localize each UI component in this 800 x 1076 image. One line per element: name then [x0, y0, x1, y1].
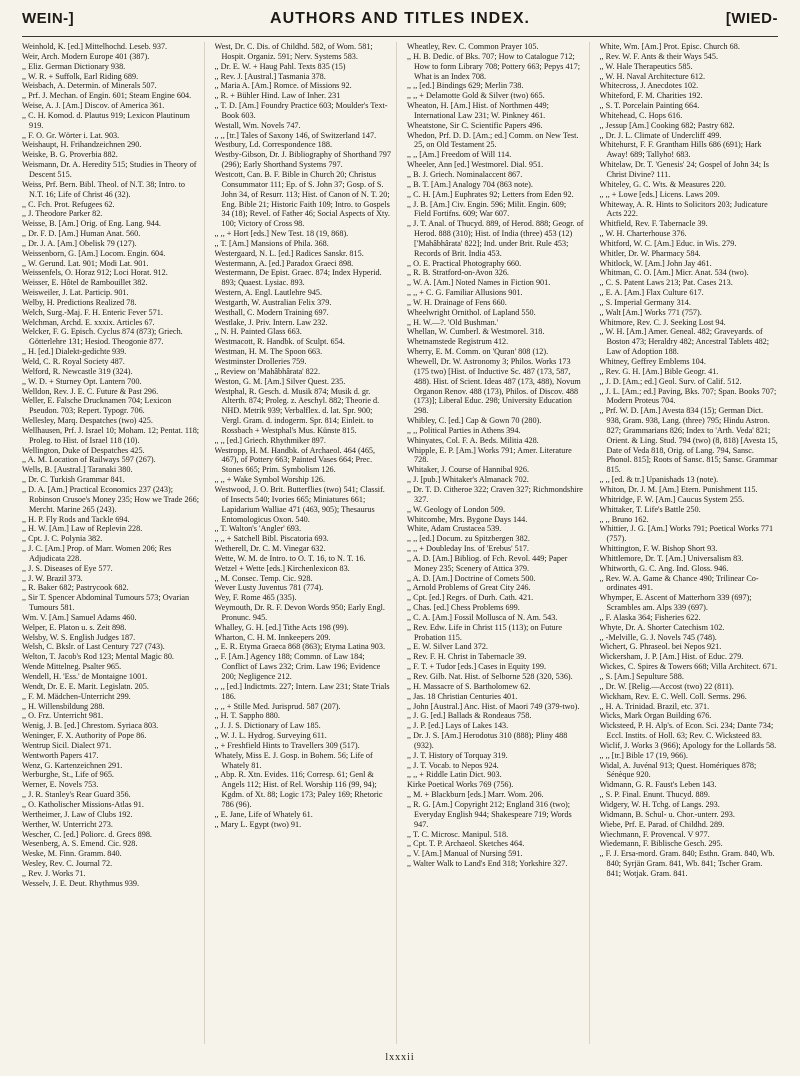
index-entry: ,, Walt [Am.] Works 771 (757).	[599, 307, 702, 317]
index-entry: ,, F. Alaska 364; Fisheries 622.	[599, 612, 701, 622]
index-entry: Wheaton, H. [Am.] Hist. of Northmen 449; International Law 231; W. Pinkney 461.	[407, 101, 549, 120]
index-column-1	[22, 42, 205, 1044]
index-entry: Westphal, R. Gesch. d. Musik 874; Musik d. gr. Alterth. 874; Proleg. z. Aeschyl. 882; Theorie d. NHD. Metrik 939; Verbalflex. d. lat. Spr. 900; Vergl. Gram. d. indogerm. Spr. 814; Einleit. to Rossbach + Westphal's Mus. Künste 815.	[214, 386, 380, 435]
index-entry: ,, J. [pub.] Whitaker's Almanack 702.	[407, 475, 529, 485]
index-entry: Wenig, J. B. [ed.] Chrestom. Syriaca 803.	[22, 721, 159, 731]
index-entry: Whitcombe, Mrs. Bygone Days 144.	[407, 514, 528, 524]
index-entry: ,, -Melville, G. J. Novels 745 (748).	[599, 632, 717, 642]
index-entry: ,, J. T. Vocab. to Nepos 924.	[407, 760, 499, 770]
index-entry: ,, Abp. R. Xtn. Evides. 116; Corresp. 61; Genl & Angels 112; Hist. of Rel. Worship 116 (99, 94); Kgdm. of Xt. 88; Logic 173; Paley 169; Rhetoric 786 (96).	[214, 770, 383, 809]
index-entry: Western, A. Engl. Lautlehre 945.	[214, 288, 323, 298]
index-entry: Whittier, J. G. [Am.] Works 791; Poetical Works 771 (757).	[599, 524, 774, 544]
index-entry: ,, Sir T. Spencer Abdominal Tumours 573; Ovarian Tumours 581.	[22, 593, 190, 613]
index-entry: Whately, Miss E. J. Gosp. in Bohem. 56; Life of Whately 81.	[214, 750, 373, 770]
index-entry: Whibley, C. [ed.] Cap & Gown 70 (280).	[407, 416, 542, 426]
index-entry: Wendell, H. 'Ess.' de Montaigne 1001.	[22, 672, 148, 681]
index-entry: Wells, B. [Austral.] Taranaki 380.	[22, 465, 133, 475]
index-entry: Weiss, Prf. Bern. Bibl. Theol. of N.T. 38; Intro. to N.T. 16; Life of Christ 46 (32).	[22, 179, 185, 199]
index-entry: ,, Cpt. J. C. Polynia 382.	[22, 534, 103, 544]
index-entry: Wendt, Dr. E. E. Marit. Legislatn. 205.	[22, 681, 149, 691]
index-entry: Westall, Wm. Novels 747.	[214, 120, 301, 130]
index-entry: Weymouth, Dr. R. F. Devon Words 950; Early Engl. Pronunc. 945.	[214, 603, 385, 622]
index-entry: Whitfield, Rev. F. Tabernacle 39.	[599, 219, 708, 229]
index-entry: Wesselv, J. E. Deut. Rhythmus 939.	[22, 878, 140, 888]
index-entry: Welsby, W. S. English Judges 187.	[22, 632, 136, 642]
index-entry: ,, ,, + Riddle Latin Dict. 903.	[407, 770, 502, 780]
index-entry: ,, A. M. Location of Railways 597 (267).	[22, 455, 156, 465]
index-entry: ,, Chas. [ed.] Chess Problems 699.	[407, 603, 520, 613]
index-entry: ,, ,, + C. G. Familiar Allusions 901.	[407, 288, 523, 298]
index-entry: ,, S. Imperial Germany 314.	[599, 297, 691, 307]
index-entry: Wende Mittelneg. Psalter 965.	[22, 662, 122, 672]
index-entry: Whitehead, C. Hops 616.	[599, 110, 683, 120]
index-entry: Widmann, G. R. Faust's Leben 143.	[599, 780, 717, 790]
index-entry: ,, T. D. [Am.] Foundry Practice 603; Moulder's Text-Book 603.	[214, 101, 388, 120]
index-entry: Wette, W. M. de Intro. to O. T. 16, to N. T. 16.	[214, 553, 366, 563]
index-entry: ,, Rev. G. H. [Am.] Bible Geogr. 41.	[599, 366, 719, 376]
index-entry: ,, F. M. Mädchen-Unterricht 299.	[22, 691, 131, 701]
index-entry: ,, Jas. 18 Christian Centuries 401.	[407, 691, 518, 701]
index-entry: Westlake, J. Priv. Intern. Law 232.	[214, 317, 328, 327]
index-entry: ,, O. Katholischer Missions-Atlas 91.	[22, 799, 144, 809]
index-entry: Whewell, Dr. W. Astronomy 3; Philos. Works 173 (175 two) [Hist. of Inductive Sc. 487 (173, 587, 488). Hist. of Scient. Ideas 487 (173, 488), Novum Organon Renov. 488 (173), Philos. of Discov. 488 (173)]; Liberal Educ. 298; University Education 298.	[407, 357, 581, 416]
index-entry: Whittlemore, Dr. T. [Am.] Universalism 83.	[599, 553, 744, 563]
index-entry: Whitford, W. C. [Am.] Educ. in Wis. 279.	[599, 238, 737, 248]
index-entry: Wherry, E. M. Comm. on 'Quran' 808 (12).	[407, 347, 549, 357]
index-entry: Whymper, E. Ascent of Matterhorn 339 (697); Scrambles am. Alps 339 (697).	[599, 593, 752, 613]
index-entry: Westergaard, N. L. [ed.] Radices Sanskr. 815.	[214, 248, 364, 258]
index-entry: ,, Rev. W. F. Ants & their Ways 545.	[599, 51, 719, 61]
index-entry: Welby, H. Predictions Realized 78.	[22, 297, 137, 307]
index-column-3	[407, 42, 590, 1044]
index-entry: ,, Rev. W. A. Game & Chance 490; Trilinear Co-ordinates 491.	[599, 573, 759, 593]
index-entry: ,, Walter Walk to Land's End 318; Yorkshire 327.	[407, 859, 568, 869]
index-entry: Kirke Poetical Works 769 (756).	[407, 780, 514, 790]
index-entry: Wey, F. Rome 465 (335).	[214, 593, 297, 603]
index-entry: ,, E. A. [Am.] Flax Culture 617.	[599, 288, 704, 298]
index-entry: ,, V. [Am.] Manual of Nursing 591.	[407, 849, 523, 859]
index-entry: ,, ,, [ed. & tr.] Upanishads 13 (note).	[599, 475, 719, 485]
index-entry: ,, J. S. Diseases of Eye 577.	[22, 563, 113, 573]
header-title: AUTHORS AND TITLES INDEX.	[270, 10, 530, 27]
index-entry: Weise, A. J. [Am.] Discov. of America 361.	[22, 101, 165, 111]
index-entry: Weston, G. M. [Am.] Silver Quest. 235.	[214, 376, 346, 386]
running-header	[22, 10, 778, 37]
index-entry: ,, H. P. Fly Rods and Tackle 694.	[22, 514, 130, 524]
index-entry: Westgarth, W. Australian Felix 379.	[214, 297, 332, 307]
index-entry: Whitworth, G. C. Ang. Ind. Gloss. 946.	[599, 563, 729, 573]
index-entry: Whittington, F. W. Bishop Short 93.	[599, 544, 718, 554]
index-entry: Wesenberg, A. S. Emend. Cic. 928.	[22, 839, 138, 849]
index-entry: ,, W. Gerund. Lat. 901; Modi Lat. 901.	[22, 258, 149, 268]
index-entry: Wetherell, Dr. C. M. Vinegar 632.	[214, 544, 326, 554]
index-entry: Westcott, Can. B. F. Bible in Church 20; Christus Consummator 111; Ep. of S. John 37; Gosp. of S. John 34, of Resurr. 113; Hist. of Canon of N. T. 20; Eng. Bible 21; Historic Faith 109; Intro. to Gospels 34 (18); Revel. of Father 46; Social Aspects of Xty. 100; Victory of Cross 98.	[214, 169, 390, 229]
index-entry: ,, Cpt. T. P. Archaeol. Sketches 464.	[407, 839, 525, 849]
index-entry: ,, W. R. + Suffolk, Earl Riding 689.	[22, 71, 139, 81]
index-entry: ,, W. Hale Therapeutics 585.	[599, 61, 693, 71]
index-entry: Widmann, B. Schul- u. Chor.-unterr. 293.	[599, 809, 735, 819]
index-entry: Whitler, Dr. W. Pharmacy 584.	[599, 248, 701, 258]
index-entry: Wheatstone, Sir C. Scientific Papers 496.	[407, 120, 543, 130]
index-entry: ,, W. H. Naval Architecture 612.	[599, 71, 705, 81]
index-entry: Wellhausen, Prf. J. Israel 10; Moham. 12; Pentat. 118; Proleg. to Hist. of Israel 118 (10).	[22, 425, 200, 445]
index-entry: ,, S. T. Porcelain Painting 664.	[599, 101, 700, 111]
index-entry: ,, H. B. Dedic. of Bks. 707; How to Catalogue 712; How to form Library 708; Pottery 663; Pepys 417; What is an Index 708.	[407, 51, 581, 81]
index-entry: ,, ,, + Wake Symbol Worship 126.	[214, 475, 326, 485]
index-entry: ,, Rev. Edw. Life in Christ 115 (113); on Future Probation 115.	[407, 622, 563, 642]
index-entry: ,, R. + Bühler Hind. Law of Inher. 231	[214, 91, 341, 101]
index-entry: ,, ,, [ed.] Docum. zu Spitzbergen 382.	[407, 534, 530, 544]
index-entry: Weisse, B. [Am.] Orig. of Eng. Lang. 944.	[22, 219, 161, 229]
index-entry: Weisbach, A. Determin. of Minerals 507.	[22, 81, 157, 91]
index-entry: ,, T. Walton's 'Angler' 693.	[214, 524, 302, 534]
index-entry: ,, Eliz. German Dictionary 938.	[22, 61, 126, 71]
index-entry: Whinyates, Col. F. A. Beds. Militia 428.	[407, 435, 539, 445]
index-entry: Whiteford, F. M. Charities 192.	[599, 91, 703, 101]
page-number: lxxxii	[385, 1052, 415, 1063]
index-entry: Whitman, C. O. [Am.] Micr. Anat. 534 (two).	[599, 268, 749, 278]
index-entry: ,, W. Geology of London 509.	[407, 504, 506, 514]
index-entry: ,, N. H. Painted Glass 663.	[214, 327, 302, 337]
index-entry: ,, ,, + Satchell Bibl. Piscatoria 693.	[214, 534, 329, 544]
index-entry: Widal, A. Juvénal 913; Quest. Homériques 878; Sénèque 920.	[599, 760, 757, 780]
index-entry: ,, Prf. J. Mechan. of Engin. 601; Steam Engine 604.	[22, 91, 192, 101]
index-entry: ,, O. E. Practical Photography 660.	[407, 258, 522, 268]
index-entry: Weisweiler, J. Lat. Particip. 901.	[22, 288, 129, 298]
index-entry: Weninger, F. X. Authority of Pope 86.	[22, 731, 147, 741]
index-entry: Weishaupt, H. Frihandzeichnen 290.	[22, 140, 142, 150]
index-entry: White, Wm. [Am.] Prot. Episc. Church 68.	[599, 42, 740, 51]
index-entry: West, Dr. C. Dis. of Childhd. 582, of Wom. 581; Hospit. Organiz. 591; Nerv. Systems 583.	[214, 42, 373, 61]
index-entry: Wenz, G. Kartenzeichnen 291.	[22, 760, 123, 770]
index-entry: Westwood, J. O. Brit. Butterflies (two) 541; Classif. of Insects 540; Ivories 665; Miniatures 661; Lapidarium Walliae 471 (463, 905); Thesaurus Entomologicus Oxon. 540.	[214, 484, 385, 524]
index-entry: Westminster Drolleries 759.	[214, 357, 307, 366]
index-entry: ,, C. H. [Am.] Euphrates 92; Letters from Eden 92.	[407, 189, 574, 199]
index-entry: Wetzel + Wette [eds.] Kirchenlexicon 83.	[214, 563, 350, 573]
index-entry: ,, M. + Blackburn [eds.] Marr. Wom. 206.	[407, 790, 544, 800]
index-entry: ,, Dr. F. D. [Am.] Human Anat. 560.	[22, 229, 141, 239]
index-entry: ,, ,, [Am.] Freedom of Will 114.	[407, 150, 512, 160]
index-entry: ,, R. G. [Am.] Copyright 212; England 316 (two); Everyday English 944; Shakespeare 719; Words 947.	[407, 799, 572, 829]
index-entry: ,, F. [Am.] Agency 188; Commn. of Law 184; Conflict of Laws 232; Crim. Law 196; Evidence 200; Negligence 212.	[214, 652, 381, 681]
index-entry: Weske, M. Finn. Gramm. 840.	[22, 849, 122, 859]
index-entry: ,, ,, + Delamotte Gold & Silver (two) 665.	[407, 91, 545, 101]
index-entry: Widgery, W. H. Tchg. of Langs. 293.	[599, 799, 720, 809]
index-entry: ,, A. D. [Am.] Doctrine of Comets 500.	[407, 573, 536, 583]
index-entry: Welper, E. Platon u. s. Zeit 898.	[22, 622, 127, 632]
index-entry: ,, ,, [tr.] Bible 17 (19, 966).	[599, 750, 688, 760]
index-entry: Welldon, Rev. J. E. C. Future & Past 296.	[22, 386, 159, 396]
index-entry: Welford, R. Newcastle 319 (324).	[22, 366, 133, 376]
index-entry: ,, F. O. Gr. Wörter i. Lat. 903.	[22, 130, 120, 140]
index-entry: ,, ,, [ed.] Bindings 629; Merlin 738.	[407, 81, 524, 91]
index-entry: Wiechmann, F. Provencal. V 977.	[599, 829, 710, 839]
index-entry: Wentrup Sicil. Dialect 971.	[22, 740, 112, 750]
index-entry: Westbury, Ld. Correspondence 188.	[214, 140, 332, 150]
index-entry: ,, J. B. [Am.] Civ. Engin. 596; Milit. Engin. 609; Field Fortifns. 609; War 607.	[407, 199, 567, 219]
index-entry: ,, Arnold Problems of Great City 246.	[407, 583, 531, 593]
index-entry: ,, E. R. Etyma Graeca 868 (863); Etyma Latina 903.	[214, 642, 386, 652]
index-entry: ,, W. H. Charterhouse 376.	[599, 229, 687, 239]
index-entry: ,, Jessup [Am.] Cooking 682; Pastry 682.	[599, 120, 735, 130]
index-entry: ,, R. Baker 682; Pastrycook 682.	[22, 583, 129, 593]
index-entry: White, Adam Crustacea 539.	[407, 524, 502, 534]
index-entry: ,, C. Fch. Prot. Refugees 62.	[22, 199, 115, 209]
index-entry: ,, H. Massacre of S. Bartholomew 62.	[407, 681, 531, 691]
index-entry: ,, E. Jane, Life of Whately 61.	[214, 809, 313, 819]
index-entry: ,, H. W.—?. 'Old Bushman.'	[407, 317, 499, 327]
index-entry: ,, R. B. Stratford-on-Avon 326.	[407, 268, 509, 278]
index-entry: ,, J. G. [ed.] Ballads & Rondeaus 758.	[407, 711, 532, 721]
index-entry: ,, ,, [tr.] Tales of Saxony 146, of Switzerland 147.	[214, 130, 377, 140]
index-entry: ,, H. T. Sappho 880.	[214, 711, 280, 721]
index-entry: ,, Dr. T. D. Citheroe 322; Craven 327; Richmondshire 327.	[407, 484, 583, 504]
index-entry: Weisser, E. Hôtel de Rambouillet 382.	[22, 278, 148, 288]
index-entry: ,, J. J. S. Dictionary of Law 185.	[214, 721, 321, 731]
index-entry: Wescher, C. [ed.] Poliorc. d. Grecs 898.	[22, 829, 152, 839]
index-entry: ,, H. W. [Am.] Law of Replevin 228.	[22, 524, 143, 534]
index-entry: Weld, C. R. Royal Society 487.	[22, 357, 125, 366]
index-entry: ,, J. T. Anal. of Thucyd. 889, of Herod. 888; Geogr. of Herod. 888 (310); Hist. of India (three) 453 (12) ['Mahâbhârata' 822]; Ind. under Brit. Rule 453; Records of Brit. India 453.	[407, 219, 584, 258]
index-entry: ,, D. A. [Am.] Practical Economics 237 (243); Robinson Crusoe's Money 235; How we Trade 266; Mercht. Marine 265 (243).	[22, 484, 200, 514]
index-entry: ,, Dr. C. Turkish Grammar 841.	[22, 475, 125, 485]
index-entry: Wesley, Rev. C. Journal 72.	[22, 859, 113, 869]
index-entry: ,, J. Theodore Parker 82.	[22, 209, 103, 219]
index-entry: ,, ,, [ed.] Griech. Rhythmiker 897.	[214, 435, 326, 445]
index-entry: ,, T. C. Microsc. Manipul. 518.	[407, 829, 509, 839]
index-entry: ,, John [Austral.] Anc. Hist. of Maori 749 (379-two).	[407, 701, 580, 711]
index-entry: ,, A. D. [Am.] Bibliog. of Fch. Revol. 449; Paper Money 235; Scenery of Attica 379.	[407, 553, 568, 573]
index-entry: ,, S. [Am.] Sepulture 588.	[599, 672, 684, 681]
index-entry: Wickham, Rev. E. C. Well. Coll. Serms. 296.	[599, 691, 747, 701]
index-entry: ,, Cpt. [ed.] Regrs. of Durh. Cath. 421.	[407, 593, 534, 603]
index-entry: ,, ,, + Lowe [eds.] Licens. Laws 209.	[599, 189, 720, 199]
index-entry: Werburghe, St., Life of 965.	[22, 770, 114, 780]
index-entry: ,, Rev. Gilb. Nat. Hist. of Selborne 528 (320, 536).	[407, 672, 573, 681]
index-entry: Westmacott, R. Handbk. of Sculpt. 654.	[214, 337, 345, 347]
index-entry: ,, J. D. [Am.; ed.] Geol. Surv. of Calif. 512.	[599, 376, 742, 386]
index-entry: ,, W. A. [Am.] Noted Names in Fiction 901.	[407, 278, 551, 288]
index-entry: ,, ,, + Doubleday Ins. of 'Erebus' 517.	[407, 544, 529, 554]
index-entry: ,, ,, [ed.] Indictmts. 227; Intern. Law 231; State Trials 186.	[214, 681, 390, 701]
index-entry: Whitney, Geffrey Emblems 104.	[599, 357, 706, 366]
index-entry: Whitmore, Rev. C. J. Seeking Lost 94.	[599, 317, 726, 327]
index-entry: Whyte, Dr. A. Shorter Catechism 102.	[599, 622, 725, 632]
index-entry: Westermann, De Epist. Graec. 874; Index Hyperid. 893; Quaest. Lysiac. 893.	[214, 268, 382, 288]
index-entry: ,, C. A. [Am.] Fossil Mollusca of N. Am. 543.	[407, 612, 558, 622]
index-entry: Whitlock, W. [Am.] John Jay 461.	[599, 258, 712, 268]
index-entry: ,, J. P. [ed.] Lays of Lakes 143.	[407, 721, 509, 731]
index-entry: Whittaker, T. Life's Battle 250.	[599, 504, 701, 514]
index-entry: ,, J. R. Stanley's Rear Guard 356.	[22, 790, 131, 800]
index-entry: ,, Mary L. Egypt (two) 91.	[214, 819, 302, 829]
index-entry: Whetnamstede Registrum 412.	[407, 337, 509, 347]
index-entry: Welchman, Archd. E. xxxix. Articles 67.	[22, 317, 155, 327]
index-entry: Wickes, C. Spires & Towers 668; Villa Architect. 671.	[599, 662, 777, 672]
index-entry: Wiclif, J. Works 3 (966); Apology for the Lollards 58.	[599, 740, 777, 750]
index-entry: Westhall, C. Modern Training 697.	[214, 307, 329, 317]
index-entry: Wentworth Papers 417.	[22, 750, 99, 760]
index-entry: Westby-Gibson, Dr. J. Bibliography of Shorthand 797 (296); Early Shorthand Systems 797.	[214, 150, 391, 170]
index-entry: ,, Dr. E. W. + Haug Pahl. Texts 835 (15)	[214, 61, 346, 71]
index-entry: Wickersham, J. P. [Am.] Hist. of Educ. 279.	[599, 652, 744, 662]
index-entry: Wellesley, Marq. Despatches (two) 425.	[22, 416, 153, 426]
index-entry: Whiteley, G. C. Wts. & Measures 220.	[599, 179, 726, 189]
index-entry: Wellington, Duke of Despatches 425.	[22, 445, 145, 455]
index-entry: ,, Dr. W. [Relig.—Accost (two) 22 (811).	[599, 681, 734, 691]
index-entry: Whipple, E. P. [Am.] Works 791; Amer. Literature 728.	[407, 445, 572, 465]
index-entry: Werner, E. Novels 753.	[22, 780, 99, 790]
index-entry: ,, + Freshfield Hints to Travellers 309 (517).	[214, 740, 360, 750]
index-entry: Wicksteed, P. H. Alp's. of Econ. Sci. 234; Dante 734; Eccl. Instits. of Holl. 63; Rev. C. Wicksteed 83.	[599, 721, 774, 741]
index-entry: Westropp, H. M. Handbk. of Archaeol. 464 (465, 467), of Pottery 663; Painted Vases 664; Prec. Stones 665; Prim. Symbolism 126.	[214, 445, 376, 475]
index-entry: Wheelwright Ornithol. of Lapland 550.	[407, 307, 536, 317]
index-entry: Whitridge, F. W. [Am.] Caucus System 255.	[599, 494, 745, 504]
index-entry: ,, Dr. J. A. [Am.] Obelisk 79 (127).	[22, 238, 137, 248]
index-columns	[22, 42, 782, 1044]
index-entry: ,, E. W. Silver Land 372.	[407, 642, 488, 652]
index-entry: ,, J. T. History of Torquay 319.	[407, 750, 508, 760]
index-entry: ,, H. Willensbildung 288.	[22, 701, 105, 711]
index-entry: ,, Review on 'Mahâbhârata' 822.	[214, 366, 320, 376]
index-entry: Whedon, Prf. D. D. [Am.; ed.] Comm. on New Test. 25, on Old Testament 25.	[407, 130, 579, 150]
index-column-2	[215, 42, 398, 1044]
index-entry: Wm. V. [Am.] Samuel Adams 460.	[22, 612, 137, 622]
index-entry: ,, F. T. + Tudor [eds.] Cases in Equity 199.	[407, 662, 546, 672]
index-entry: ,, O. Frz. Unterricht 981.	[22, 711, 104, 721]
index-entry: ,, H. [ed.] Dialekt-gedichte 939.	[22, 347, 127, 357]
index-entry: Whellan, W. Cumberl. & Westmorel. 318.	[407, 327, 545, 337]
index-entry: Weir, Arch. Modern Europe 401 (387).	[22, 51, 150, 61]
index-entry: Weissenfels, O. Horaz 912; Loci Horat. 912.	[22, 268, 168, 278]
index-entry: Welsh, C. Bkslr. of Last Century 727 (743).	[22, 642, 165, 652]
header-left: WEIN-]	[22, 10, 75, 27]
index-entry: Wicks, Mark Organ Building 676.	[599, 711, 712, 721]
header-right: [WIED-	[725, 10, 778, 27]
index-entry: ,, W. D. + Sturney Opt. Lantern 700.	[22, 376, 142, 386]
index-entry: Welton, T. Jacob's Rod 123; Mental Magic 80.	[22, 652, 174, 662]
index-entry: ,, J. W. Brazil 373.	[22, 573, 83, 583]
index-entry: Weinhold, K. [ed.] Mittelhochd. Leseb. 937.	[22, 42, 168, 51]
index-entry: Wharton, C. H. M. Innkeepers 209.	[214, 632, 331, 642]
index-entry: Wertheimer, J. Law of Clubs 192.	[22, 809, 133, 819]
index-entry: ,, B. T. [Am.] Analogy 704 (863 note).	[407, 179, 533, 189]
index-entry: ,, H. A. Trinidad. Brazil, etc. 371.	[599, 701, 710, 711]
index-column-4	[600, 42, 783, 1044]
index-entry: ,, Maria A. [Am.] Romce. of Missions 92.	[214, 81, 352, 91]
index-entry: ,, ,, + Hort [eds.] New Test. 18 (19, 868).	[214, 229, 349, 239]
index-entry: Werther, W. Unterricht 273.	[22, 819, 113, 829]
index-entry: Weller, E. Falsche Drucknamen 704; Lexicon Pseudon. 703; Repert. Typogr. 706.	[22, 396, 172, 416]
index-entry: ,, B. J. Griech. Nominalaccent 867.	[407, 169, 523, 179]
index-entry: ,, Rev. F. H. Christ in Tabernacle 39.	[407, 652, 527, 662]
index-entry: ,, Dr. J. S. [Am.] Herodotus 310 (888); Pliny 488 (932).	[407, 731, 568, 750]
index-entry: Whitecross, J. Anecdotes 102.	[599, 81, 699, 91]
index-entry: ,, J. C. [Am.] Prop. of Marr. Women 206; Res Adjudicata 228.	[22, 544, 172, 563]
index-entry: ,, M. Consec. Temp. Cic. 928.	[214, 573, 313, 583]
index-entry: Whalley, G. H. [ed.] Tithe Acts 198 (99).	[214, 622, 349, 632]
index-entry: Wever Lusty Juventus 781 (774).	[214, 583, 324, 593]
index-entry: ,, Rev. J. [Austral.] Tasmania 378.	[214, 71, 326, 81]
index-entry: Welcker, F. G. Episch. Cyclus 874 (873); Griech. Götterlehre 131; Hesiod. Theogonie 877.	[22, 327, 183, 347]
index-entry: ,, W. H. [Am.] Amer. Geneal. 482; Graveyards. of Boston 473; Heraldry 482; Ancestral Tablets 482; Law of Adoption 188.	[599, 327, 770, 357]
index-entry: ,, W. H. Drainage of Fens 660.	[407, 297, 507, 307]
index-entry: ,, F. J. Ersa-mord. Gram. 840; Esthn. Gram. 840, Wb. 840; Syrjän Gram. 841, Wb. 841; Tscher Gram. 841; Wotjak. Gram. 841.	[599, 849, 775, 878]
index-entry: ,, Prf. W. D. [Am.] Avesta 834 (15); German Dict. 938, Gram. 938, Lang. (three) 795; Hindu Astron. 827; Grammarians 826; Index to 'Arth. Veda' 821; Orient. & Ling. Stud. 794 (two) (8, 818) [Avesta 15, Date of Veda 818, Orig. of Lang. 794, Sansc. Phonol. 815]; Roots of Sansc. 815; Sansc. Grammar 815.	[599, 406, 778, 475]
index-entry: Whiteway, A. R. Hints to Solicitors 203; Judicature Acts 222.	[599, 199, 768, 219]
index-entry: ,, ,, Political Parties in Athens 394.	[407, 425, 521, 435]
index-entry: Wheatley, Rev. C. Common Prayer 105.	[407, 42, 539, 51]
index-entry: ,, Rev. J. Works 71.	[22, 868, 86, 878]
index-entry: Wheeler, Ann [ed.] Westmorel. Dial. 951.	[407, 160, 544, 170]
index-entry: Wiedemann, F. Biblische Gesch. 295.	[599, 839, 723, 849]
index-entry: Weismann, Dr. A. Heredity 515; Studies in Theory of Descent 515.	[22, 160, 197, 179]
index-entry: Westman, H. M. The Spoon 663.	[214, 347, 323, 357]
index-entry: Welch, Surg.-Maj. F. H. Enteric Fever 571.	[22, 307, 163, 317]
index-entry: Whiton, Dr. J. M. [Am.] Etern. Punishment 115.	[599, 484, 758, 494]
index-entry: ,, ,, Bruno 162.	[599, 514, 649, 524]
index-entry: ,, J. L. [Am.; ed.] Paving, Bks. 707; Span. Books 707; Modern Proteus 704.	[599, 386, 777, 406]
index-entry: Wiebe, Prf. E. Parad. of Childhd. 289.	[599, 819, 725, 829]
index-entry: ,, S. P. Final. Enunt. Thucyd. 889.	[599, 790, 710, 800]
index-entry: ,, Dr. J. L. Climate of Undercliff 499.	[599, 130, 722, 140]
index-entry: Weissenborn, G. [Am.] Locom. Engin. 604.	[22, 248, 166, 258]
index-entry: ,, ,, + Stille Med. Jurisprud. 587 (207).	[214, 701, 341, 711]
index-entry: Weiske, B. G. Proverbia 882.	[22, 150, 118, 160]
index-entry: ,, W. J. L. Hydrog. Surveying 611.	[214, 731, 327, 741]
index-entry: Whitehurst, F. F. Grantham Hills 686 (691); Hark Away! 689; Tallyho! 683.	[599, 140, 762, 160]
index-entry: ,, C. S. Patent Laws 213; Pat. Cases 213.	[599, 278, 733, 288]
index-entry: Whitaker, J. Course of Hannibal 926.	[407, 465, 530, 475]
index-entry: ,, C. H. Komod. d. Plautus 919; Lexicon Plautinum 919.	[22, 110, 190, 130]
index-entry: Whitelaw, Dr. T. 'Genesis' 24; Gospel of John 34; Is Christ Divine? 111.	[599, 160, 769, 179]
index-entry: Wichert, G. Phraseol. bei Nepos 921.	[599, 642, 722, 652]
index-entry: Westermann, A. [ed.] Paradox Graeci 898.	[214, 258, 354, 268]
index-entry: ,, T. [Am.] Mansions of Phila. 368.	[214, 238, 329, 248]
